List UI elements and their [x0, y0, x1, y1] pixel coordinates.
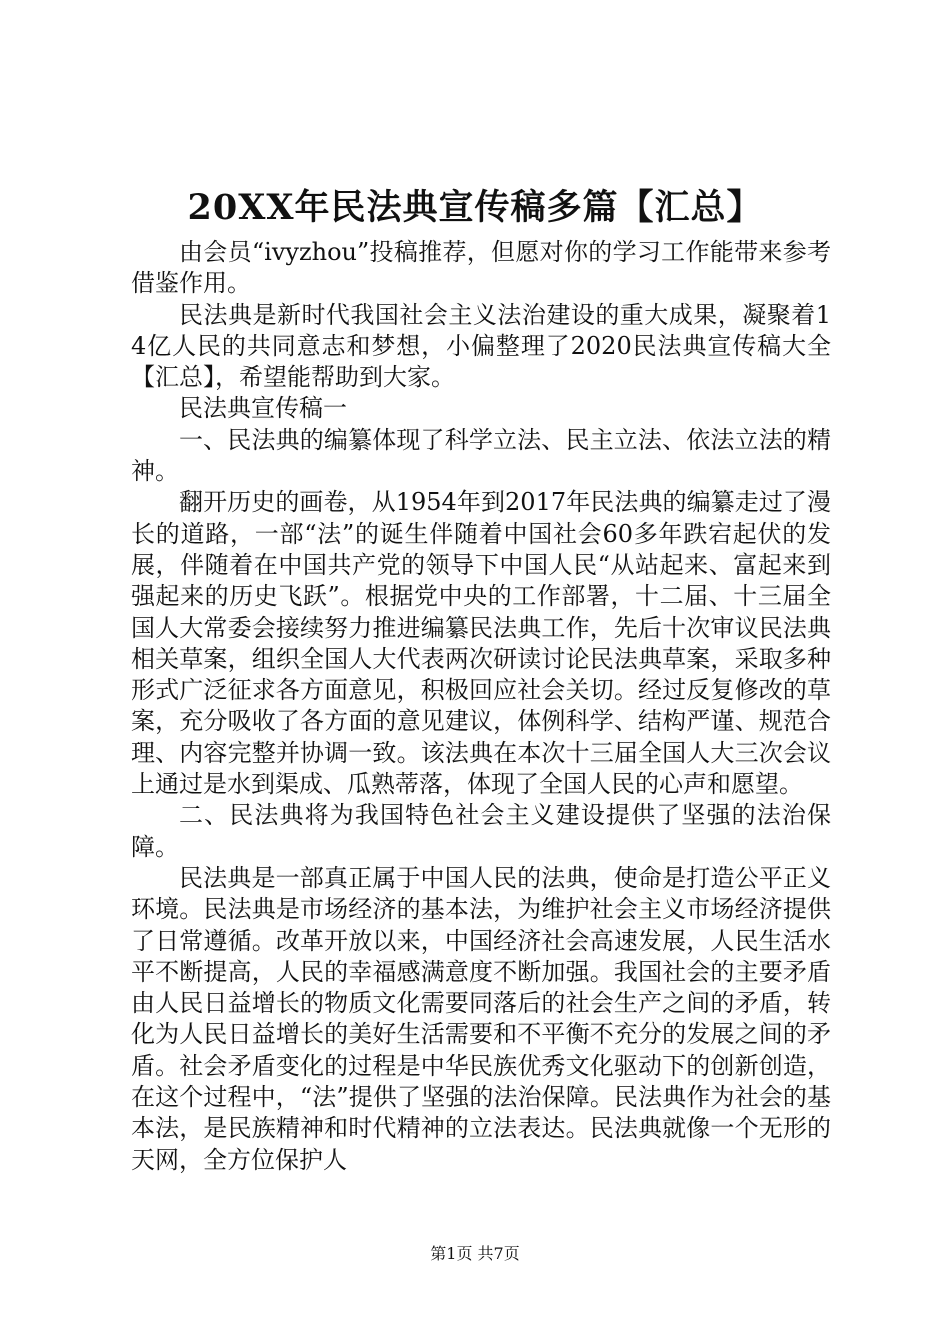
- point-two-heading: 二、民法典将为我国特色社会主义建设提供了坚强的法治保障。: [131, 801, 831, 861]
- point-one-heading: 一、民法典的编纂体现了科学立法、民主立法、依法立法的精神。: [131, 425, 831, 486]
- intro-paragraph: 由会员“ivyzhou”投稿推荐，但愿对你的学习工作能带来参考借鉴作用。: [131, 238, 831, 298]
- guarantee-paragraph: 民法典是一部真正属于中国人民的法典，使命是打造公平正义环境。民法典是市场经济的基本法，为维护社会主义市场经济提供了日常遵循。改革开放以来，中国经济社会高速发展，人民生活水平不断提高，人民的幸福感满意度不断加强。我国社会的主要矛盾由人民日益增长的物质文化需要同落后的社会生产之间的矛盾，转化为人民日益增长的美好生活需要和不平衡不充分的发展之间的矛盾。社会矛盾变化的过程是中华民族优秀文化驱动下的创新创造，在这个过程中，“法”提供了坚强的法治保障。民法典作为社会的基本法，是民族精神和时代精神的立法表达。民法典就像一个无形的天网，全方位保护人: [131, 863, 831, 1174]
- document-title: 20XX年民法典宣传稿多篇【汇总】: [187, 187, 763, 228]
- document-body: [131, 237, 831, 1176]
- summary-paragraph: 民法典是新时代我国社会主义法治建设的重大成果，凝聚着14亿人民的共同意志和梦想，小偏整理了2020民法典宣传稿大全【汇总】，希望能帮助到大家。: [131, 300, 831, 392]
- history-paragraph: 翻开历史的画卷，从1954年到2017年民法典的编纂走过了漫长的道路，一部“法”的诞生伴随着中国社会60多年跌宕起伏的发展，伴随着在中国共产党的领导下中国人民“从站起来、富起来到强起来的历史飞跃”。根据党中央的工作部署，十二届、十三届全国人大常委会接续努力推进编纂民法典工作，先后十次审议民法典相关草案，组织全国人大代表两次研读讨论民法典草案，采取多种形式广泛征求各方面意见，积极回应社会关切。经过反复修改的草案，充分吸收了各方面的意见建议，体例科学、结构严谨、规范合理、内容完整并协调一致。该法典在本次十三届全国人大三次会议上通过是水到渠成、瓜熟蒂落，体现了全国人民的心声和愿望。: [131, 488, 831, 799]
- page-number-footer: 第1页 共7页: [430, 1244, 520, 1263]
- section-heading: 民法典宣传稿一: [179, 394, 347, 423]
